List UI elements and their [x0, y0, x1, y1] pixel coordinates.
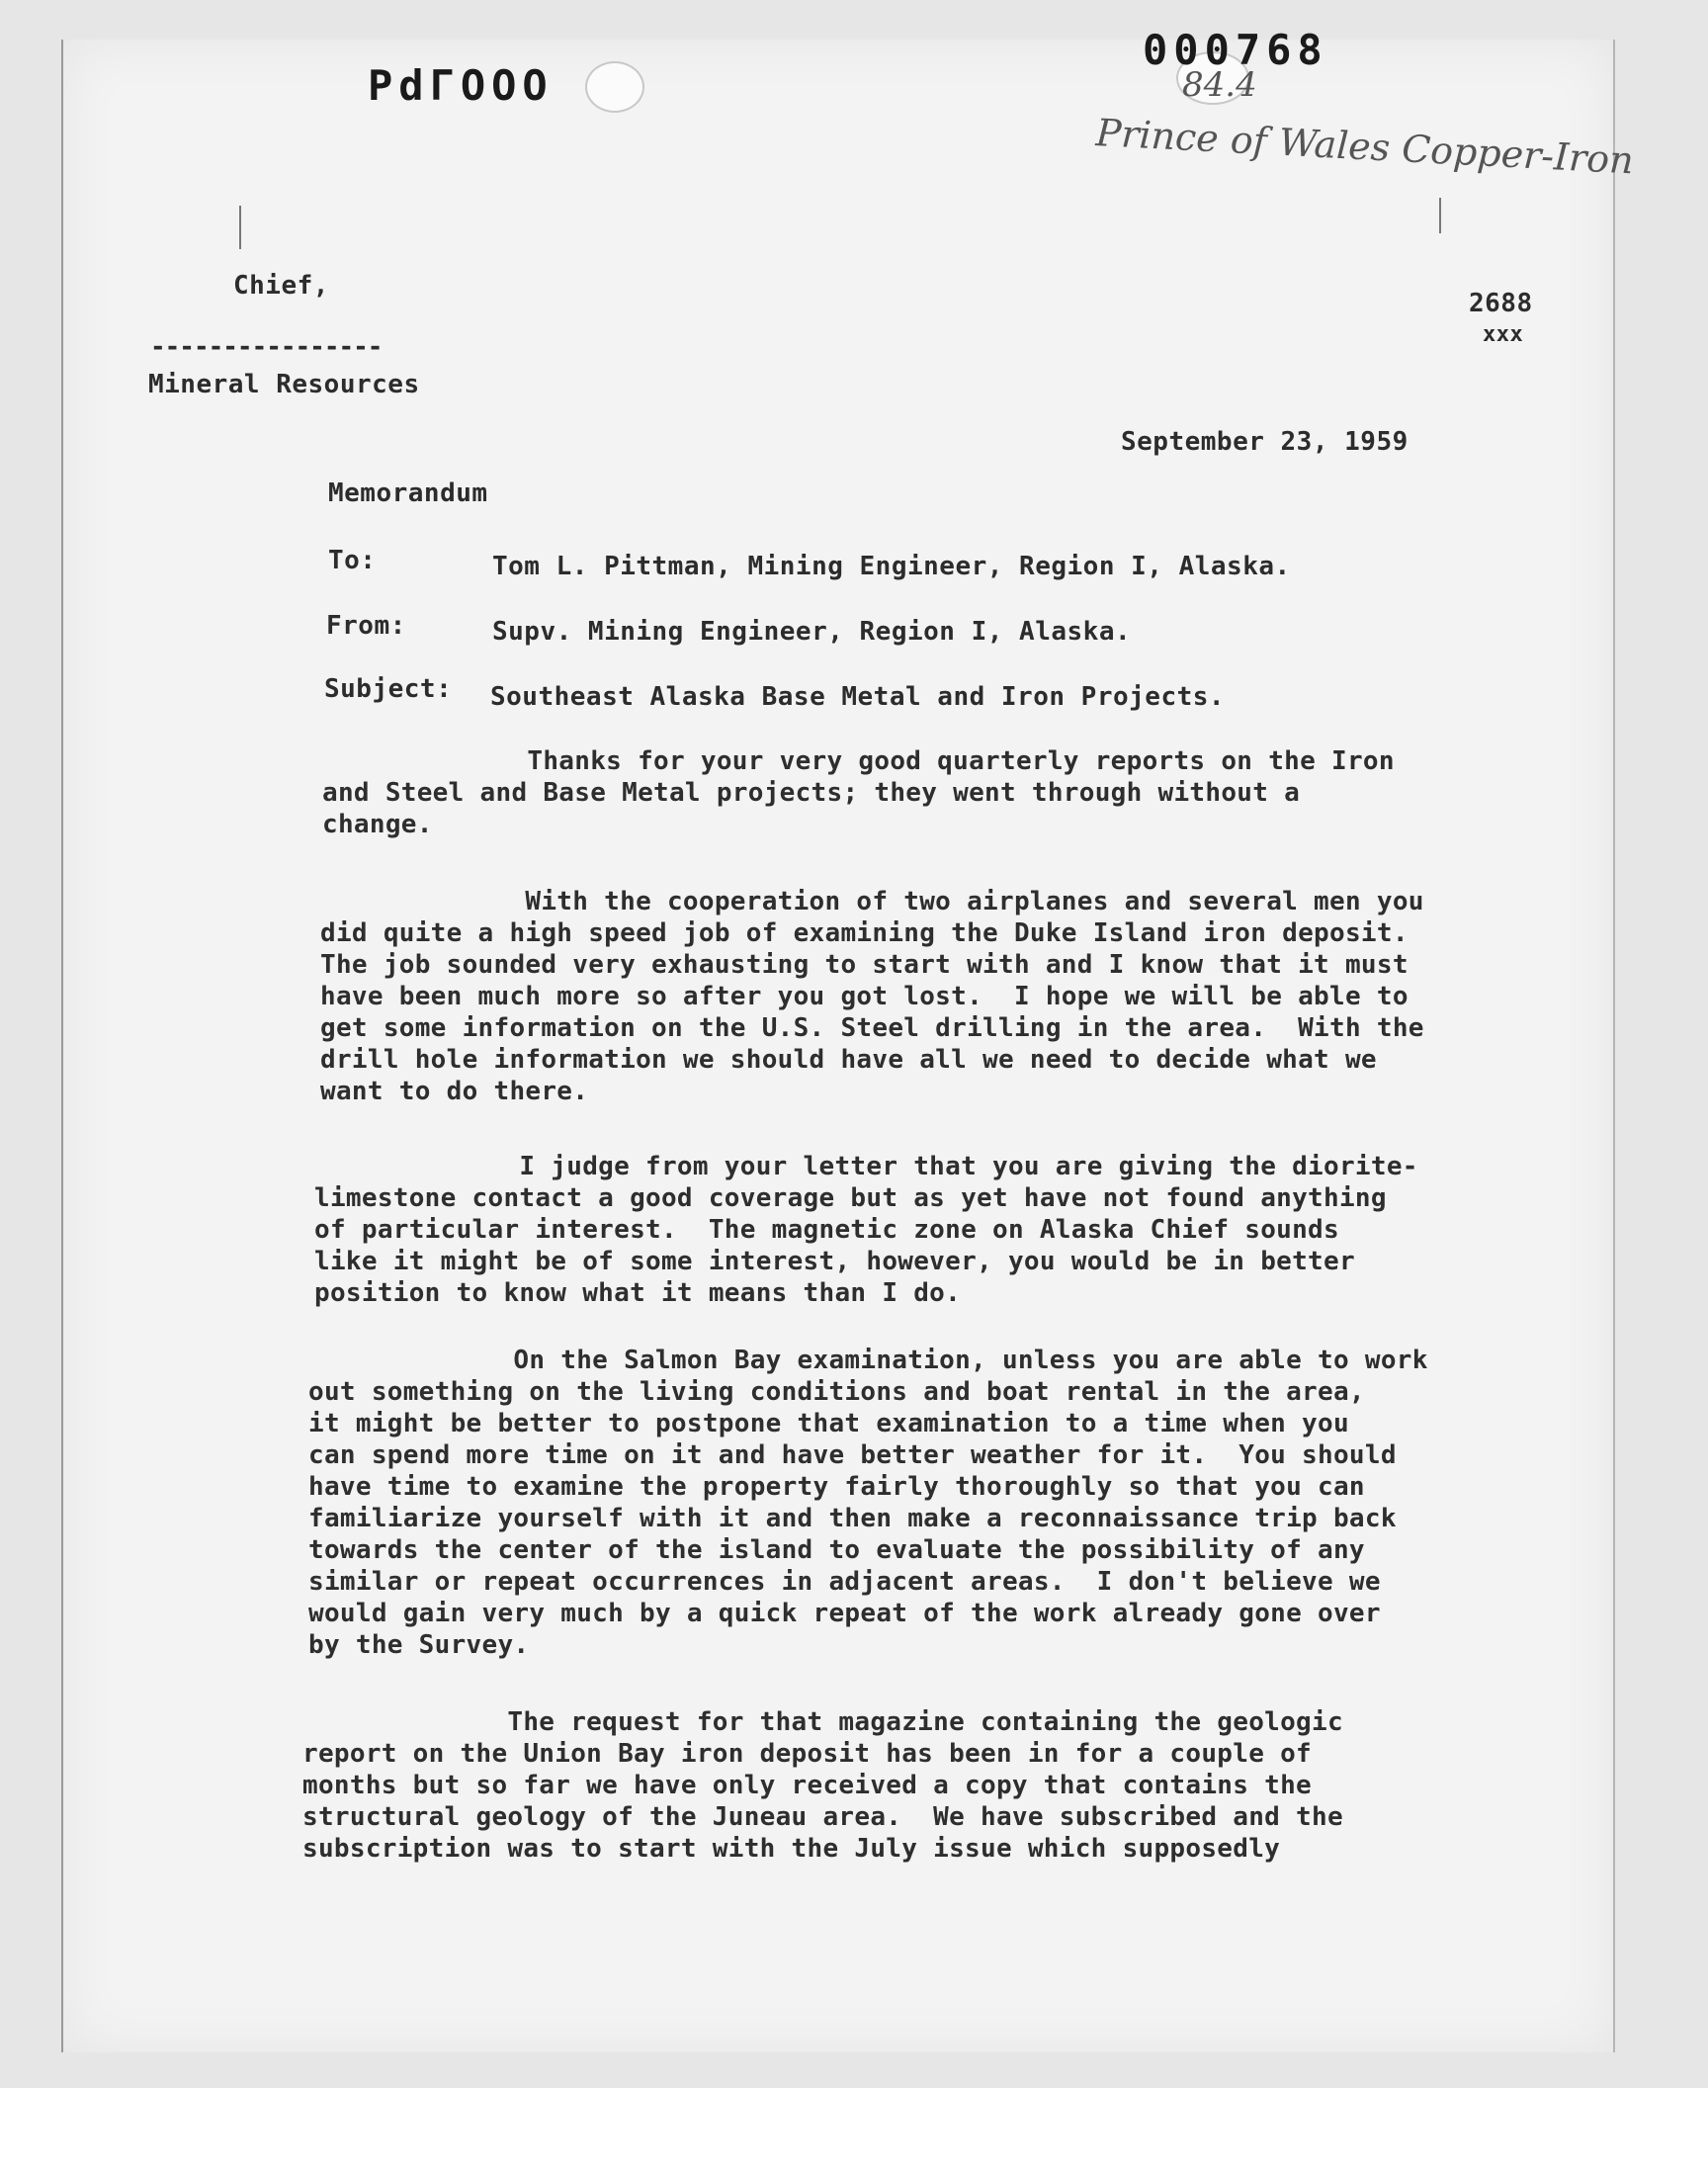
- subject-value: Southeast Alaska Base Metal and Iron Projects.: [490, 682, 1226, 712]
- body-paragraph-2: With the cooperation of two airplanes and several men you did quite a high speed job of examining the Duke Island iron deposit. The job sounded very exhausting to start with and I know that it must have been much more so after you got lost. I hope we will be able to get some information on the U.S. Steel drilling in the area. With the drill hole information we should have all we need to decide what we want to do there.: [320, 887, 1424, 1106]
- punch-hole-left: [585, 61, 644, 113]
- to-value: Tom L. Pittman, Mining Engineer, Region I, Alaska.: [492, 552, 1291, 581]
- stamp-number-left: PdΓOOO: [368, 61, 554, 110]
- header-division: Mineral Resources: [148, 370, 420, 399]
- to-label: To:: [328, 546, 377, 575]
- body-paragraph-4: On the Salmon Bay examination, unless you are able to work out something on the living conditions and boat rental in the area, it might be better to postpone that examination to a time when you can spend more time on it and have better weather for it. You should have time to examine the property fairly thoroughly so that you can familiarize yourself with it and then make a reconnaissance trip back towards the center of the island to evaluate the possibility of any similar or repeat occurrences in adjacent areas. I don't believe we would gain very much by a quick repeat of the work already gone over by the Survey.: [308, 1346, 1428, 1660]
- memo-type: Memorandum: [328, 478, 488, 508]
- handwritten-note: Prince of Wales Copper-Iron: [1094, 111, 1635, 183]
- stamp-number-right: 000768: [1143, 26, 1328, 74]
- body-paragraph-3: I judge from your letter that you are giving the diorite- limestone contact a good coverage but as yet have not found anything of particular interest. The magnetic zone on Alaska Chief sounds like it might be of some interest, however, you would be in better position to know what it means than I do.: [314, 1152, 1418, 1308]
- from-value: Supv. Mining Engineer, Region I, Alaska.: [492, 617, 1132, 647]
- memo-date: September 23, 1959: [1121, 427, 1409, 457]
- header-chief: Chief,: [233, 271, 329, 301]
- file-sub: xxx: [1483, 322, 1524, 347]
- scan-mark-left: [239, 206, 241, 249]
- file-number: 2688: [1469, 289, 1533, 318]
- subject-label: Subject:: [324, 674, 453, 704]
- body-paragraph-1: Thanks for your very good quarterly reports on the Iron and Steel and Base Metal projects; they went through without a change.: [322, 746, 1395, 839]
- header-dashes: ----------------: [150, 332, 383, 362]
- scan-margin: [0, 2088, 1708, 2175]
- body-paragraph-5: The request for that magazine containing the geologic report on the Union Bay iron deposit has been in for a couple of months but so far we have only received a copy that contains the structural geology of the Juneau area. We have subscribed and the subscription was to start with the July issue which supposedly: [302, 1707, 1343, 1864]
- from-label: From:: [326, 611, 406, 641]
- handwritten-code: 84.4: [1182, 65, 1257, 105]
- scan-mark-right: [1439, 198, 1441, 233]
